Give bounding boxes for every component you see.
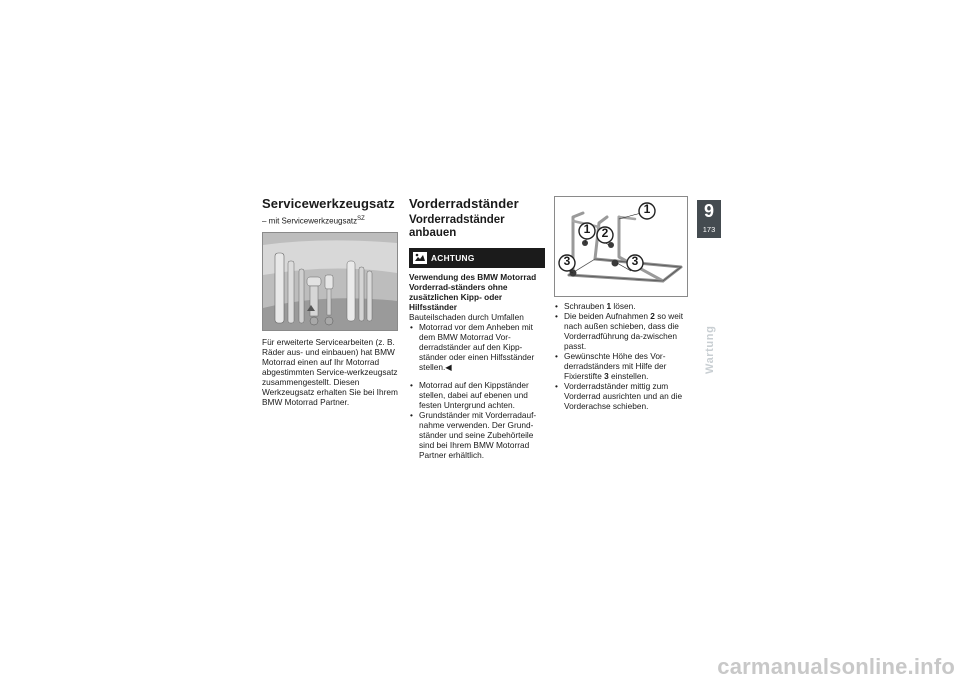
ref-number: 3	[604, 371, 609, 381]
warning-list	[409, 322, 545, 372]
stand-steps-list	[554, 301, 688, 411]
list-item: • Schrauben 1 lösen.	[554, 301, 688, 311]
list-item: • Gewünschte Höhe des Vor-derradständers mit Hilfe der Fixierstifte 3 einstellen.	[554, 351, 688, 381]
list-item: • Die beiden Aufnahmen 2 so weit nach außen schieben, dass die Vorderradführung da-zwischen passt.	[554, 311, 688, 351]
front-wheel-stand-icon	[555, 197, 687, 296]
callout-2: 2	[601, 226, 609, 240]
page-number: 173	[702, 225, 716, 234]
list-item: • Vorderradständer mittig zum Vorderrad ausrichten und an die Vorderachse schieben.	[554, 381, 688, 411]
watermark: carmanualsonline.info	[717, 654, 955, 679]
requirement-note: – mit Servicewerkzeugsatz$^{SZ}$	[262, 216, 365, 226]
front-stand-column	[409, 196, 545, 460]
warning-banner	[409, 248, 545, 268]
front-stand-diagram	[554, 196, 688, 297]
section-title-servicewerkzeugsatz: Servicewerkzeugsatz	[262, 196, 395, 211]
chapter-label: Wartung	[704, 325, 716, 375]
front-stand-steps-column	[554, 196, 688, 411]
callout-3-right: 3	[631, 254, 639, 268]
tool-kit-image	[262, 232, 398, 331]
list-item: • Motorrad vor dem Anheben mit dem BMW Motorrad Vor-derradständer auf den Kipp-ständer oder einen Hilfsständer stellen.◀	[409, 322, 545, 372]
callout-3-left: 3	[563, 254, 571, 268]
ref-number: 2	[650, 311, 655, 321]
list-item: • Grundständer mit Vorderradauf-nahme verwenden. Der Grund-ständer und seine Zubehörteile sind bei Ihrem BMW Motorrad Partner erhältlich.	[409, 410, 545, 460]
chapter-tab	[697, 200, 721, 238]
section-title-vorderradstaender: Vorderradständer	[409, 196, 519, 211]
requirement-sup: SZ	[357, 216, 365, 222]
tool-kit-column	[262, 196, 402, 407]
callout-1-left: 1	[583, 222, 591, 236]
callout-1-top: 1	[643, 202, 651, 216]
warning-label: ACHTUNG	[431, 253, 475, 263]
chapter-number: 9	[703, 201, 714, 221]
warning-text: Bauteilschaden durch Umfallen	[409, 312, 524, 322]
subsection-title: Vorderradständer anbauen	[409, 214, 505, 239]
instruction-list	[409, 380, 545, 460]
list-item: • Motorrad auf den Kippständer stellen, dabei auf ebenen und festen Untergrund achten.	[409, 380, 545, 410]
ref-number: 1	[606, 301, 612, 311]
warning-title: Verwendung des BMW Motorrad Vorderrad-ständers ohne zusätzlichen Kipp- oder Hilfsständer	[409, 272, 537, 312]
warning-icon	[413, 252, 427, 264]
tool-kit-description: Für erweiterte Servicearbeiten (z. B. Räder aus- und einbauen) hat BMW Motorrad einen auf Ihr Motorrad abgestimmten Service-werkzeugsatz zusammengestellt. Diesen Werkzeugsatz erhalten Sie bei Ihrem BMW Motorrad Partner.	[262, 336, 398, 407]
tool-kit-icon	[263, 233, 397, 330]
